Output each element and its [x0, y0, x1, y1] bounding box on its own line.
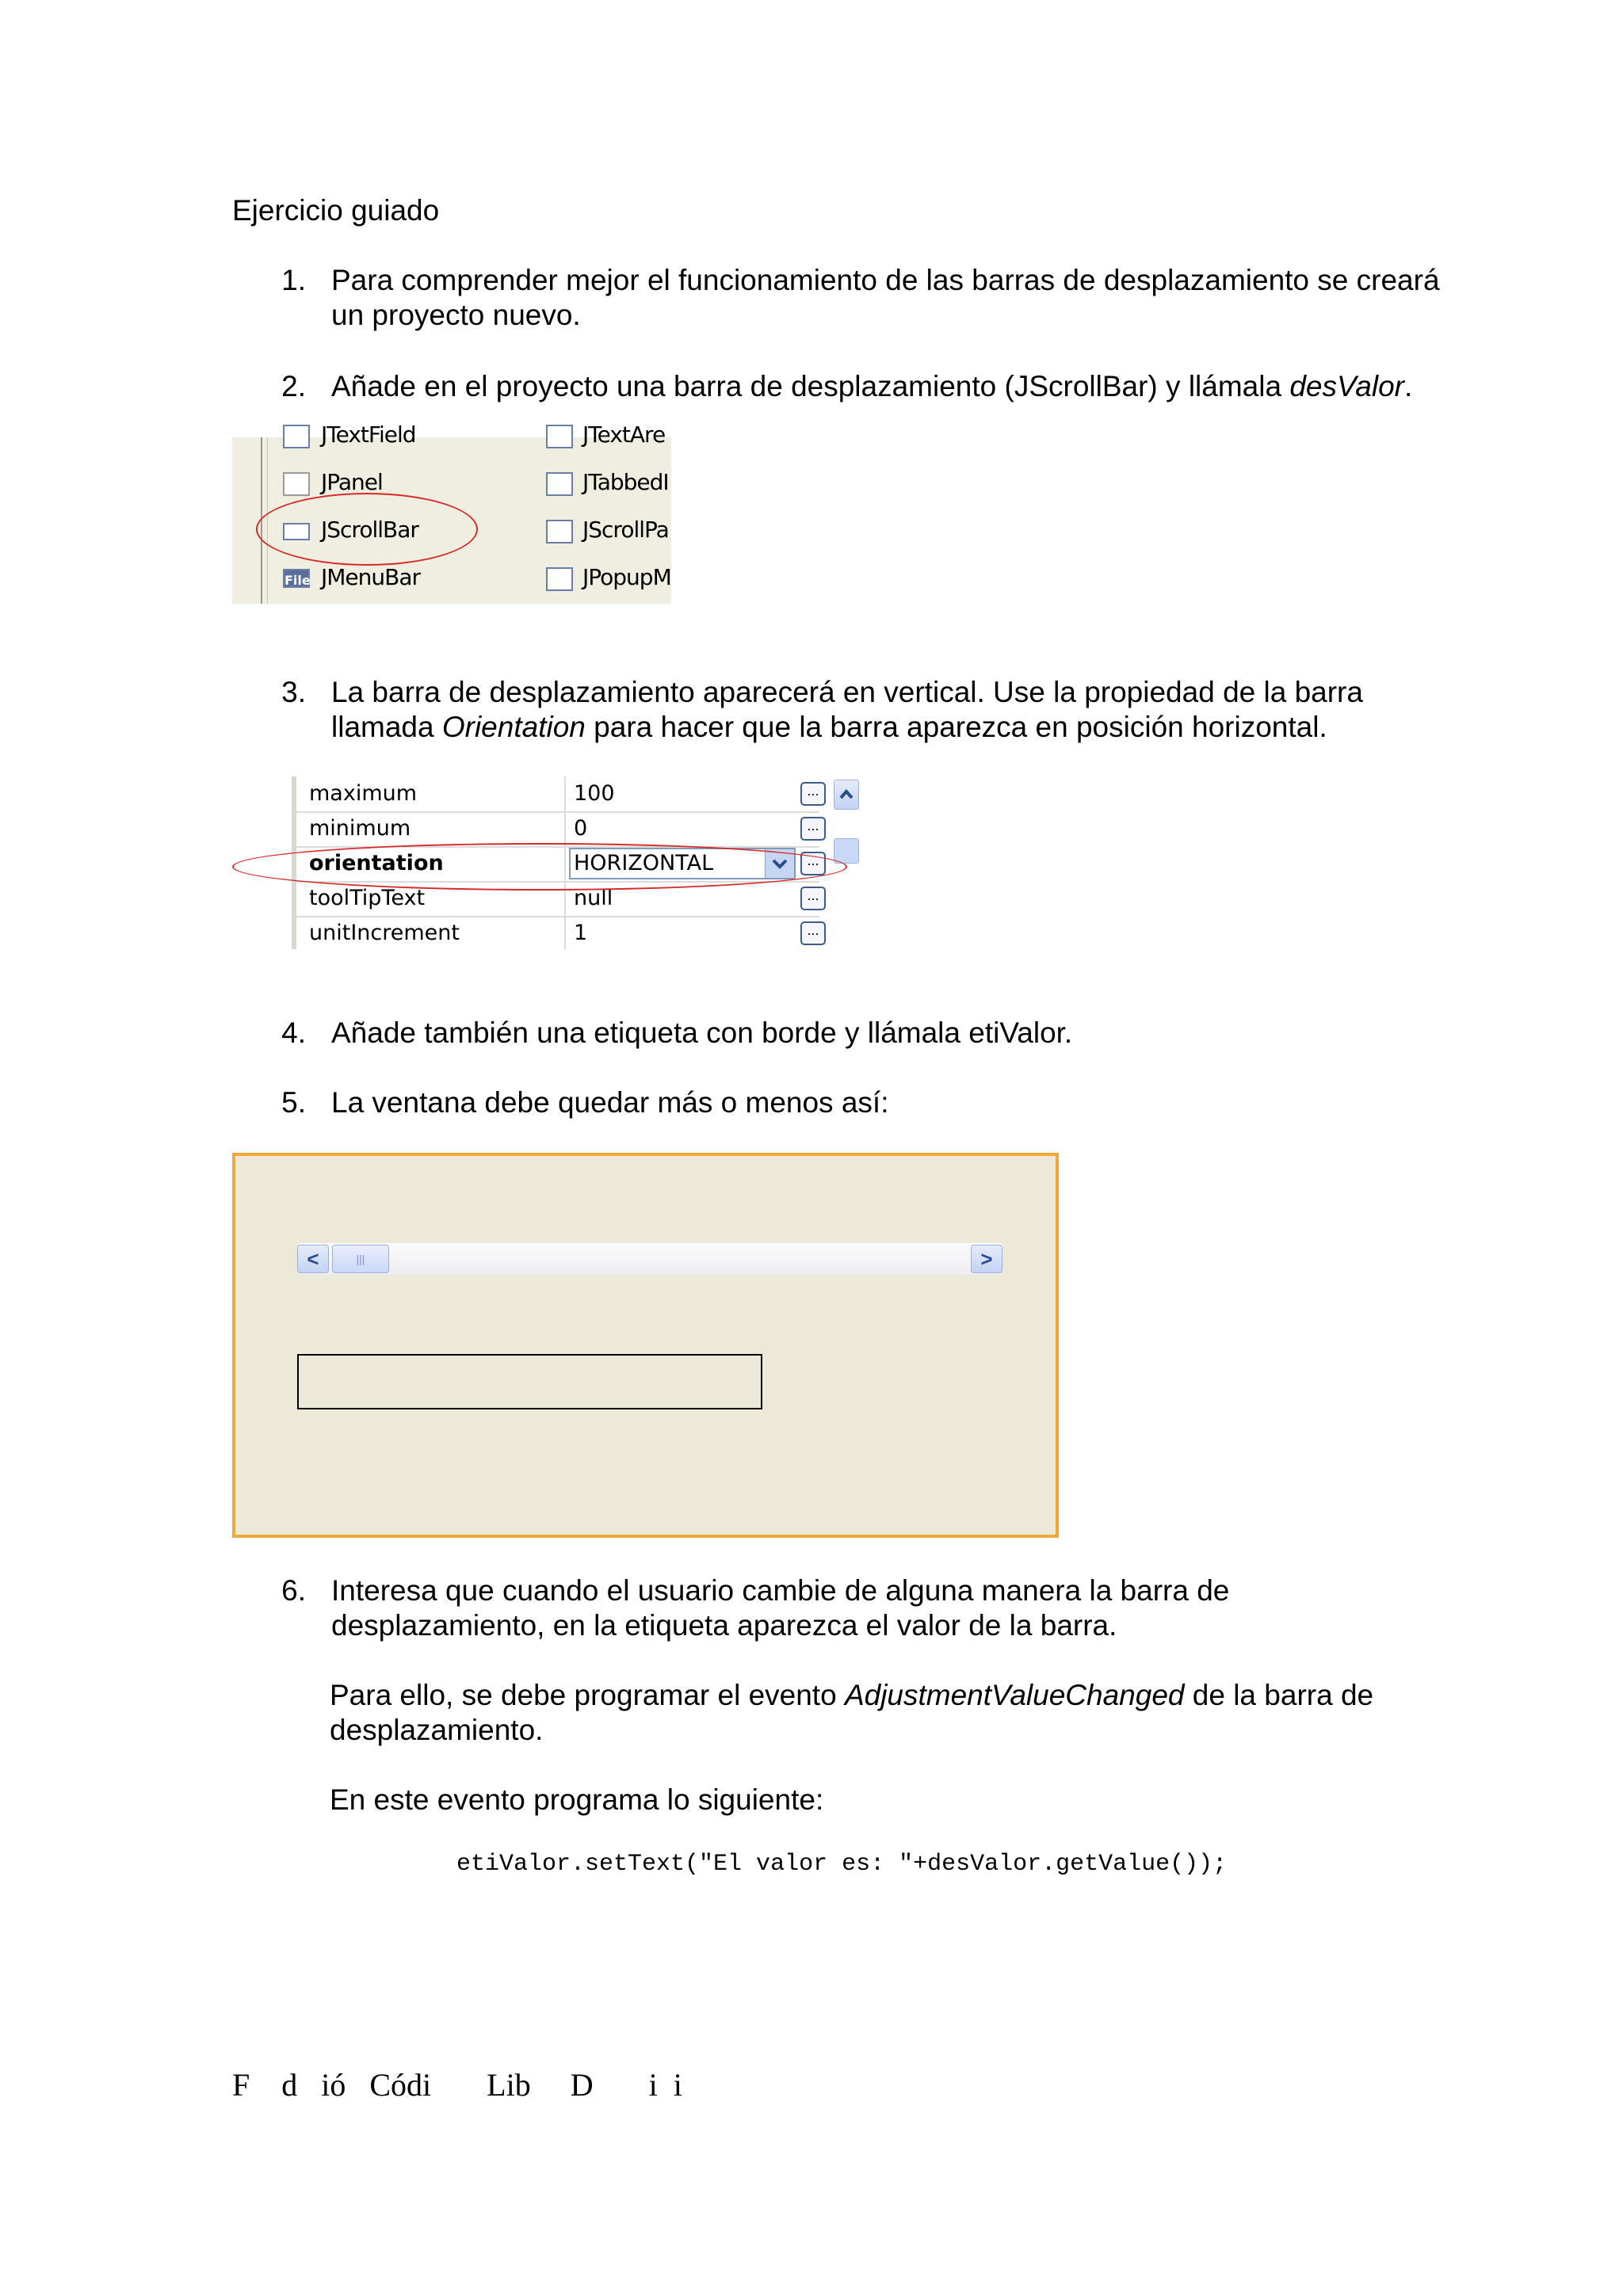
property-editor-button-orientation[interactable]: ... — [800, 852, 826, 875]
step-1-line-2: un proyecto nuevo. — [331, 299, 581, 331]
popupmenu-icon — [546, 567, 573, 591]
textarea-icon — [546, 425, 573, 448]
event-paragraph-line-1: Para ello, se debe programar el evento AdjustmentValueChanged de la barra de — [330, 1679, 1374, 1711]
scroll-right-button[interactable]: > — [971, 1245, 1002, 1273]
step-2-component-name: desValor — [1289, 370, 1404, 402]
step-6-number: 6. — [281, 1574, 306, 1607]
property-name-orientation: orientation — [309, 851, 444, 875]
property-name-minimum: minimum — [309, 816, 411, 841]
horizontal-scrollbar-desvalor[interactable] — [297, 1243, 1002, 1275]
scroll-left-button[interactable]: < — [297, 1245, 329, 1273]
menubar-icon: File — [283, 569, 310, 588]
label-etivalor — [297, 1354, 762, 1409]
palette-item-jtextarea[interactable]: JTextAre — [582, 421, 666, 448]
property-name-unitincrement: unitIncrement — [309, 921, 460, 945]
palette-item-jscrollbar[interactable]: JScrollBar — [321, 517, 418, 543]
step-1-line-1: Para comprender mejor el funcionamiento de las barras de desplazamiento se creará — [331, 264, 1440, 296]
step-5-text: La ventana debe quedar más o menos así: — [331, 1086, 889, 1119]
step-5-number: 5. — [281, 1086, 306, 1119]
highlight-ellipse-orientation — [232, 843, 847, 891]
property-name-maximum: maximum — [309, 781, 418, 806]
palette-item-jtabbedpane[interactable]: JTabbedI — [582, 469, 669, 495]
step-6-line-1: Interesa que cuando el usuario cambie de alguna manera la barra de — [331, 1574, 1230, 1607]
palette-item-jpopupmenu[interactable]: JPopupM — [582, 564, 671, 590]
highlight-ellipse-jscrollbar — [256, 493, 478, 566]
step-1-number: 1. — [281, 264, 306, 296]
palette-item-jmenubar[interactable]: JMenuBar — [321, 564, 421, 590]
palette-item-jpanel[interactable]: JPanel — [321, 469, 383, 495]
scrollpane-icon — [546, 520, 573, 543]
step-2-number: 2. — [281, 370, 306, 402]
step-6-line-2: desplazamiento, en la etiqueta aparezca el valor de la barra. — [331, 1609, 1117, 1642]
property-value-maximum[interactable]: 100 — [574, 781, 615, 806]
step-3-number: 3. — [281, 676, 306, 708]
section-heading: Ejercicio guiado — [232, 194, 440, 227]
code-intro: En este evento programa lo siguiente: — [330, 1783, 824, 1816]
step-3-property-name: Orientation — [441, 711, 586, 743]
palette-screenshot — [232, 421, 671, 604]
property-editor-button-unitincrement[interactable]: ... — [800, 921, 826, 945]
step-4-number: 4. — [281, 1016, 306, 1049]
scroll-thumb-grip[interactable]: ||| — [332, 1245, 389, 1273]
property-value-minimum[interactable]: 0 — [574, 816, 588, 841]
step-3-line-1: La barra de desplazamiento aparecerá en vertical. Use la propiedad de la barra — [331, 676, 1363, 708]
step-3-line-2: llamada Orientation para hacer que la barra aparezca en posición horizontal. — [331, 711, 1327, 743]
tabbedpane-icon — [546, 472, 573, 496]
window-preview — [232, 1153, 1059, 1538]
property-editor-button-minimum[interactable]: ... — [800, 817, 826, 841]
scroll-up-icon[interactable] — [834, 780, 859, 810]
textfield-icon — [283, 425, 310, 448]
property-editor-button-tooltiptext[interactable]: ... — [800, 887, 826, 910]
code-snippet: etiValor.setText("El valor es: "+desValor.getValue()); — [456, 1851, 1228, 1878]
palette-item-jscrollpane[interactable]: JScrollPa — [582, 517, 669, 543]
event-name: AdjustmentValueChanged — [844, 1679, 1185, 1711]
property-name-tooltiptext: toolTipText — [309, 886, 426, 910]
page-footer: F d ió Códi Lib D i i — [232, 2067, 682, 2103]
panel-icon — [283, 472, 310, 496]
step-4-text: Añade también una etiqueta con borde y llámala etiValor. — [331, 1016, 1073, 1049]
property-value-tooltiptext[interactable]: null — [574, 886, 613, 910]
property-value-unitincrement[interactable]: 1 — [574, 921, 588, 945]
orientation-dropdown-value: HORIZONTAL — [574, 851, 714, 875]
palette-item-jtextfield[interactable]: JTextField — [321, 421, 416, 448]
property-editor-button-maximum[interactable]: ... — [800, 782, 826, 806]
step-2-text: Añade en el proyecto una barra de desplazamiento (JScrollBar) y llámala desValor. — [331, 370, 1413, 402]
event-paragraph-line-2: desplazamiento. — [330, 1714, 544, 1746]
scroll-thumb[interactable] — [834, 838, 859, 864]
